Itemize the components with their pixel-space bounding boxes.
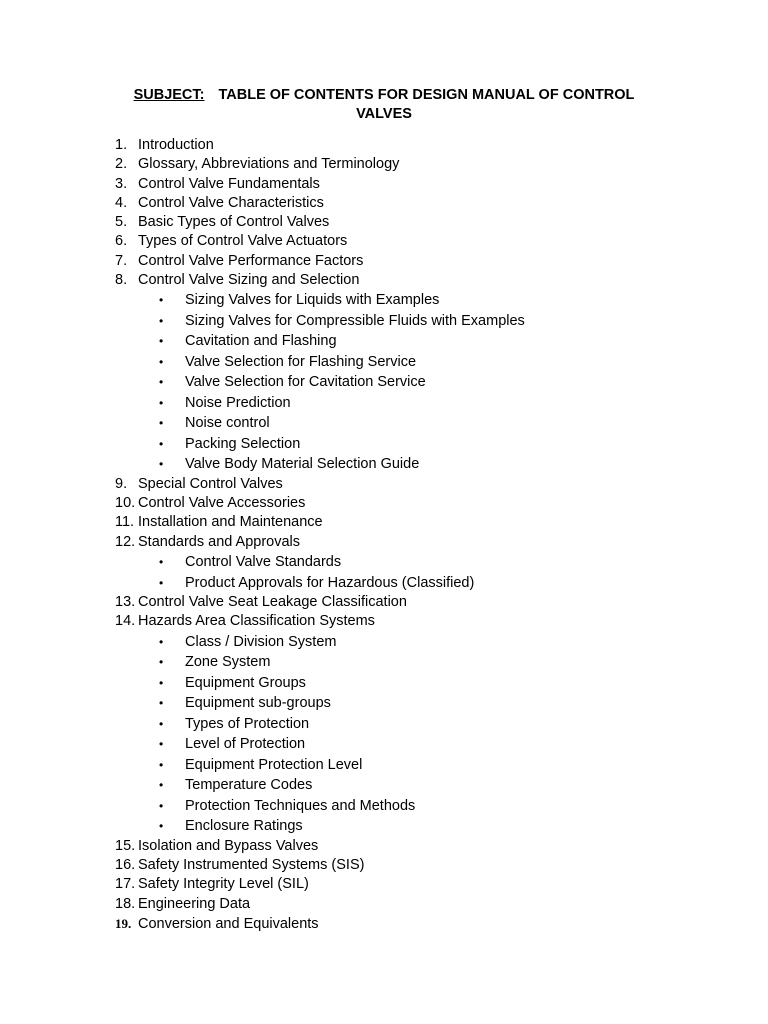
toc-subitem (115, 434, 715, 455)
toc-subitem-label: Enclosure Ratings (185, 818, 303, 835)
bullet-icon: • (159, 293, 164, 308)
toc-subitem (115, 796, 715, 817)
toc-item-label: Control Valve Characteristics (138, 194, 324, 211)
bullet-icon: • (159, 737, 164, 752)
toc-item-label: Hazards Area Classification Systems (138, 613, 375, 630)
toc-item-number: 8. (115, 272, 128, 289)
toc-item-number: 1. (115, 137, 128, 153)
toc-item (115, 895, 715, 914)
toc-subitem (115, 331, 715, 352)
toc-item (115, 252, 715, 271)
toc-item (115, 232, 715, 251)
toc-item-label: Isolation and Bypass Valves (138, 837, 319, 854)
toc-item-number: 12. (115, 533, 136, 550)
toc-subitem (115, 775, 715, 796)
toc-item-number: 18. (115, 895, 136, 912)
toc-item-label: Conversion and Equivalents (138, 915, 319, 932)
bullet-icon: • (159, 634, 164, 649)
bullet-icon: • (159, 354, 164, 369)
toc-item (115, 155, 715, 174)
toc-subitem (115, 454, 715, 475)
toc-item-label: Control Valve Seat Leakage Classification (138, 594, 407, 611)
toc-item-number: 7. (115, 252, 128, 269)
bullet-icon: • (159, 798, 164, 813)
toc-item-number: 9. (115, 475, 128, 492)
toc-subitem-label: Valve Selection for Cavitation Service (185, 374, 426, 391)
toc-item (115, 612, 715, 631)
toc-subitem-label: Control Valve Standards (185, 554, 342, 571)
toc-item-label: Safety Instrumented Systems (SIS) (138, 856, 365, 873)
toc-subitem-label: Types of Protection (185, 715, 310, 732)
toc-item (115, 875, 715, 894)
title-line-2: VALVES (356, 106, 412, 122)
toc-item-label: Installation and Maintenance (138, 514, 323, 531)
toc-subitem (115, 734, 715, 755)
toc-item (115, 914, 715, 933)
toc-item (115, 494, 715, 513)
bullet-icon: • (159, 555, 164, 570)
toc-item-label: Control Valve Fundamentals (138, 175, 320, 192)
toc-item-number: 11. (115, 514, 135, 531)
toc-item-number: 17. (115, 876, 136, 893)
toc-subitem-label: Product Approvals for Hazardous (Classified) (185, 574, 475, 591)
toc-item-label: Control Valve Performance Factors (138, 252, 364, 269)
toc-subitem (115, 632, 715, 653)
toc-item-number: 19. (115, 915, 132, 931)
bullet-icon: • (159, 457, 164, 472)
toc-item (115, 475, 715, 494)
toc-item-number: 14. (115, 613, 136, 630)
toc-subitem (115, 573, 715, 594)
toc-item-label: Control Valve Sizing and Selection (138, 272, 360, 289)
toc-item-label: Standards and Approvals (138, 533, 301, 550)
toc-item (115, 136, 715, 155)
toc-subitem-label: Temperature Codes (185, 777, 313, 794)
toc-item-number: 10. (115, 495, 136, 512)
toc-subitem (115, 816, 715, 837)
toc-item-label: Basic Types of Control Valves (138, 214, 330, 231)
toc-item-label: Safety Integrity Level (SIL) (138, 876, 309, 893)
toc-subitem-label: Noise control (185, 415, 270, 432)
toc-subitem-label: Equipment Groups (185, 674, 306, 691)
bullet-icon: • (159, 716, 164, 731)
toc-subitem-label: Valve Selection for Flashing Service (185, 353, 417, 370)
toc-item-label: Glossary, Abbreviations and Terminology (138, 156, 400, 173)
bullet-icon: • (159, 436, 164, 451)
toc-subitem (115, 673, 715, 694)
toc-item (115, 533, 715, 552)
bullet-icon: • (159, 675, 164, 690)
toc-subitem (115, 755, 715, 776)
toc-subitem (115, 311, 715, 332)
bullet-icon: • (159, 655, 164, 670)
bullet-icon: • (159, 757, 164, 772)
toc-subitem (115, 290, 715, 311)
toc-subitem (115, 393, 715, 414)
bullet-icon: • (159, 575, 164, 590)
toc-item-label: Special Control Valves (138, 475, 283, 492)
toc-item (115, 194, 715, 213)
toc-subitem-label: Sizing Valves for Compressible Fluids with Examples (185, 312, 525, 329)
toc-subitem (115, 352, 715, 373)
toc-subitem-label: Cavitation and Flashing (185, 333, 337, 350)
toc-item-label: Types of Control Valve Actuators (138, 233, 348, 250)
toc-subitem-label: Zone System (185, 654, 271, 671)
toc-item-number: 4. (115, 194, 128, 211)
title-line-1 (100, 86, 668, 105)
toc-subitem (115, 372, 715, 393)
toc-item-number: 5. (115, 214, 128, 231)
toc-subitem (115, 693, 715, 714)
toc-item-number: 13. (115, 594, 136, 611)
toc-subitem-label: Level of Protection (185, 736, 306, 753)
toc-item (115, 513, 715, 532)
table-of-contents (115, 136, 715, 933)
toc-subitem (115, 714, 715, 735)
bullet-icon: • (159, 334, 164, 349)
toc-subitem (115, 552, 715, 573)
toc-item-label: Engineering Data (138, 895, 251, 912)
bullet-icon: • (159, 696, 164, 711)
toc-item (115, 593, 715, 612)
toc-subitem-label: Valve Body Material Selection Guide (185, 456, 420, 473)
toc-item-number: 2. (115, 156, 128, 173)
toc-item (115, 271, 715, 290)
title-text: TABLE OF CONTENTS FOR DESIGN MANUAL OF CONTROL (218, 87, 635, 103)
bullet-icon: • (159, 778, 164, 793)
toc-subitem (115, 413, 715, 434)
toc-subitem-label: Equipment sub-groups (185, 695, 331, 712)
bullet-icon: • (159, 395, 164, 410)
bullet-icon: • (159, 416, 164, 431)
toc-item-label: Control Valve Accessories (138, 495, 306, 512)
bullet-icon: • (159, 375, 164, 390)
toc-subitem-label: Equipment Protection Level (185, 756, 363, 773)
toc-item-number: 15. (115, 837, 136, 854)
bullet-icon: • (159, 313, 164, 328)
subject-label: SUBJECT: (133, 87, 205, 103)
toc-item (115, 175, 715, 194)
toc-item-number: 16. (115, 856, 136, 873)
toc-item (115, 856, 715, 875)
toc-subitem-label: Packing Selection (185, 435, 301, 452)
toc-item-number: 6. (115, 233, 128, 250)
document-title (100, 86, 668, 124)
toc-item (115, 213, 715, 232)
bullet-icon: • (159, 819, 164, 834)
toc-subitem-label: Noise Prediction (185, 394, 291, 411)
toc-subitem (115, 652, 715, 673)
toc-item-label: Introduction (138, 137, 214, 153)
toc-subitem-label: Class / Division System (185, 633, 337, 650)
toc-subitem-label: Sizing Valves for Liquids with Examples (185, 292, 440, 309)
toc-item (115, 837, 715, 856)
toc-subitem-label: Protection Techniques and Methods (185, 797, 416, 814)
toc-item-number: 3. (115, 175, 128, 192)
